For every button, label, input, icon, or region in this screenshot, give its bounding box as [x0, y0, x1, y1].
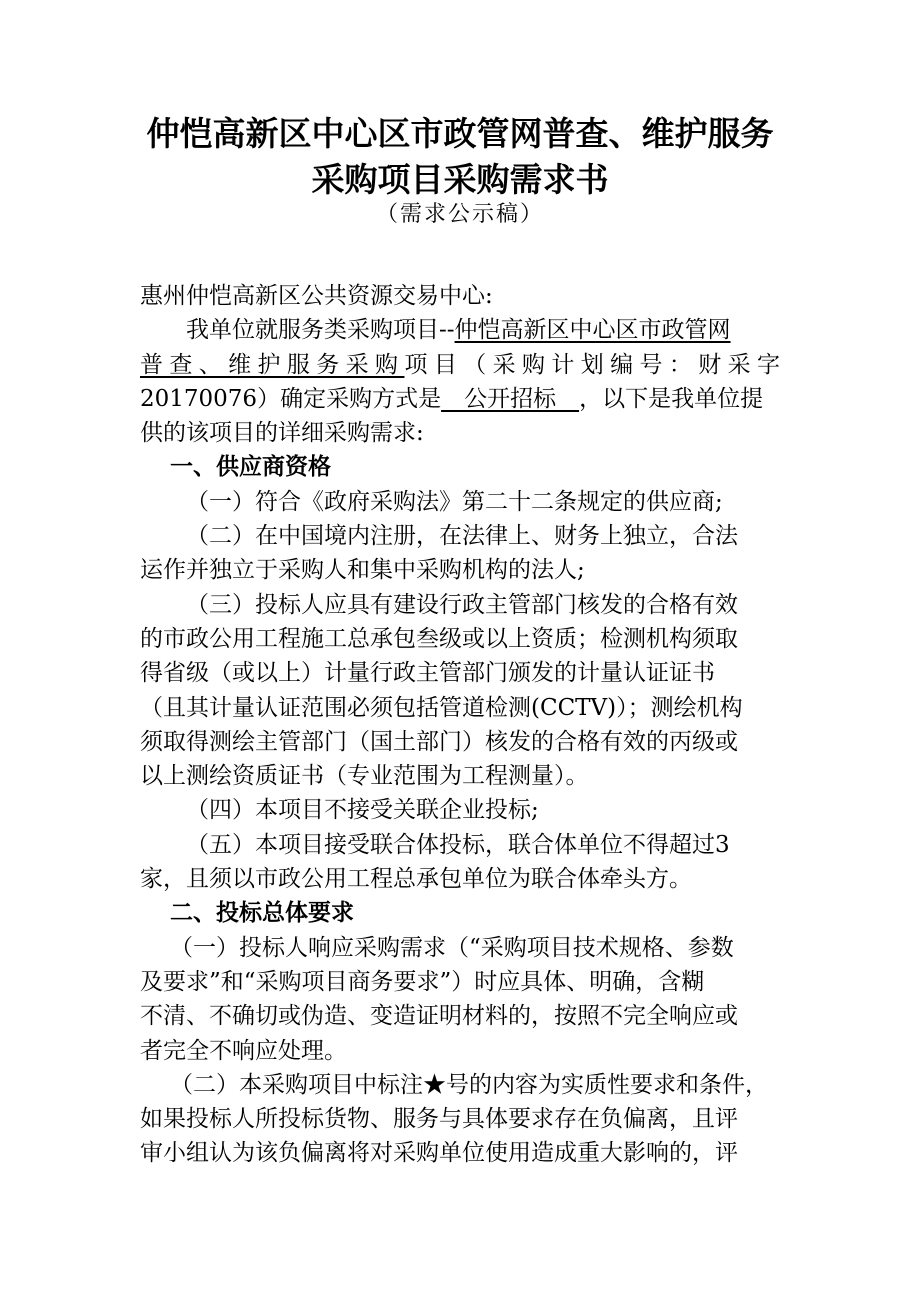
- section1-item: 运作并独立于采购人和集中采购机构的法人;: [140, 557, 585, 584]
- section2-item: （一）投标人响应采购需求（“采购项目技术规格、参数: [170, 934, 734, 961]
- section2-item: 不清、不确切或伪造、变造证明材料的，按照不完全响应或: [140, 1003, 738, 1030]
- section1-heading: 一、供应商资格: [170, 454, 331, 481]
- intro-line-4: 供的该项目的详细采购需求:: [140, 420, 424, 447]
- intro-text: 20170076）确定采购方式是: [140, 385, 442, 412]
- section1-item: 的市政公用工程施工总承包叁级或以上资质；检测机构须取: [140, 625, 738, 652]
- intro-text: 项目（采购计划编号：财采字: [404, 351, 781, 378]
- section2-item: 者完全不响应处理。: [140, 1037, 347, 1064]
- addressee: 惠州仲恺高新区公共资源交易中心:: [140, 283, 493, 309]
- section1-item: 以上测绘资质证书（专业范围为工程测量）。: [140, 763, 589, 790]
- section1-item: （五）本项目接受联合体投标，联合体单位不得超过3: [186, 831, 730, 858]
- section2-item: 及要求”和“采购项目商务要求”）时应具体、明确，含糊: [140, 968, 705, 995]
- section1-item: （三）投标人应具有建设行政主管部门核发的合格有效: [186, 591, 738, 618]
- intro-text: 我单位就服务类采购项目--: [186, 317, 455, 344]
- section1-item: 家，且须以市政公用工程总承包单位为联合体牵头方。: [140, 866, 692, 893]
- section2-item: （二）本采购项目中标注★号的内容为实质性要求和条件，: [170, 1071, 768, 1098]
- section1-item: 须取得测绘主管部门（国土部门）核发的合格有效的丙级或: [140, 728, 738, 755]
- intro-line-1: [140, 313, 780, 347]
- section2-item: 如果投标人所投标货物、服务与具体要求存在负偏离，且评: [140, 1106, 738, 1133]
- document-status-note: （需求公示稿）: [375, 202, 544, 227]
- project-name-underlined: 仲恺高新区中心区市政管网: [454, 317, 731, 344]
- section1-item: （四）本项目不接受关联企业投标;: [186, 797, 539, 824]
- intro-line-2: [140, 348, 780, 382]
- intro-line-3: [140, 382, 780, 416]
- section2-item: 审小组认为该负偏离将对采购单位使用造成重大影响的，评: [140, 1140, 738, 1167]
- document-title-line1: 仲恺高新区中心区市政管网普查、维护服务: [146, 114, 774, 153]
- document-body: [140, 279, 780, 1171]
- document-title-line2: 采购项目采购需求书: [311, 160, 609, 199]
- section2-heading: 二、投标总体要求: [170, 900, 354, 927]
- project-name-underlined-cont: 普查、维护服务采购: [140, 351, 405, 378]
- section1-item: （二）在中国境内注册，在法律上、财务上独立，合法: [186, 523, 738, 550]
- procurement-method-field: 公开招标: [441, 385, 580, 412]
- intro-text: ，以下是我单位提: [579, 385, 764, 412]
- section1-item: （且其计量认证范围必须包括管道检测(CCTV)）；测绘机构: [140, 694, 743, 721]
- section1-item: （一）符合《政府采购法》第二十二条规定的供应商;: [186, 488, 723, 515]
- section1-item: 得省级（或以上）计量行政主管部门颁发的计量认证证书: [140, 660, 715, 687]
